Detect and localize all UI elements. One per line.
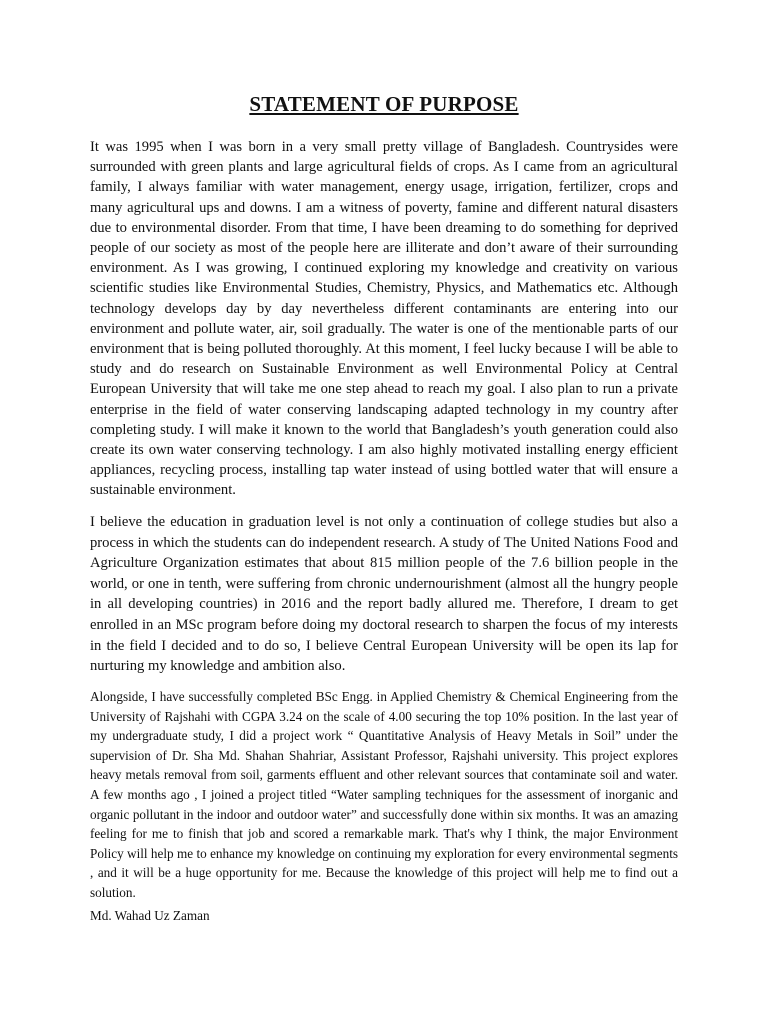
author-signature: Md. Wahad Uz Zaman bbox=[90, 908, 210, 923]
paragraph-academic-experience: Alongside, I have successfully completed BSc Engg. in Applied Chemistry & Chemical Engineering from the University of Rajshahi with CGPA 3.24 on the scale of 4.00 securing the top 10% position. In the last year of my undergraduate study, I did a project work “ Quantitative Analysis of Heavy Metals in Soil” under the supervision of Dr. Sha Md. Shahan Shahriar, Assistant Professor, Rajshahi university. This project explores heavy metals removal from soil, garments effluent and other relevant sources that contaminate soil and water. A few months ago , I joined a project titled “Water sampling techniques for the assessment of inorganic and organic pollutant in the indoor and outdoor water” and successfully done within six months. It was an amazing feeling for me to finish that job and scored a remarkable mark. That's why I think, the major Environment Policy will help me to enhance my knowledge on continuing my exploration for every environmental segments , and it will be a huge opportunity for me. Because the knowledge of this project will help me to find out a solution. bbox=[90, 689, 678, 900]
paragraph-background: It was 1995 when I was born in a very small pretty village of Bangladesh. Countrysides were surrounded with green plants and large agricultural fields of crops. As I came from an agricultural family, I always familiar with water management, energy usage, irrigation, fertilizer, crops and many agricultural ups and downs. I am a witness of poverty, famine and different natural disasters due to environmental disorder. From that time, I have been dreaming to do something for deprived people of our society as most of the people here are illiterate and don’t aware of their surrounding environment. As I was growing, I continued exploring my knowledge and creativity on various scientific studies like Environmental Studies, Chemistry, Physics, and Mathematics etc. Although technology develops day by day nevertheless different contaminants are entering into our environment and pollute water, air, soil gradually. The water is one of the mentionable parts of our environment that is being polluted thoroughly. At this moment, I feel lucky because I will be able to study and do research on Sustainable Environment as well Environmental Policy at Central European University that will take me one step ahead to reach my goal. I also plan to run a private enterprise in the field of water conserving landscaping adapted technology in my country after completing study. I will make it known to the world that Bangladesh’s youth generation could also create its own water conserving technology. I am also highly motivated installing energy efficient appliances, recycling process, installing tap water instead of using bottled water that will ensure a sustainable environment. bbox=[90, 139, 678, 499]
page-title: STATEMENT OF PURPOSE bbox=[249, 92, 519, 116]
paragraph-motivation: I believe the education in graduation level is not only a continuation of college studies but also a process in which the students can do independent research. A study of The United Nations Food and Agriculture Organization estimates that about 815 million people of the 7.6 billion people in the world, or one in tenth, were suffering from chronic undernourishment (almost all the hungry people in all developing countries) in 2016 and the report badly allured me. Therefore, I dream to get enrolled in an MSc program before doing my doctoral research to sharpen the focus of my interests in the field I decided and to do so, I believe Central European University will be open its lap for nurturing my knowledge and ambition also. bbox=[90, 514, 678, 675]
